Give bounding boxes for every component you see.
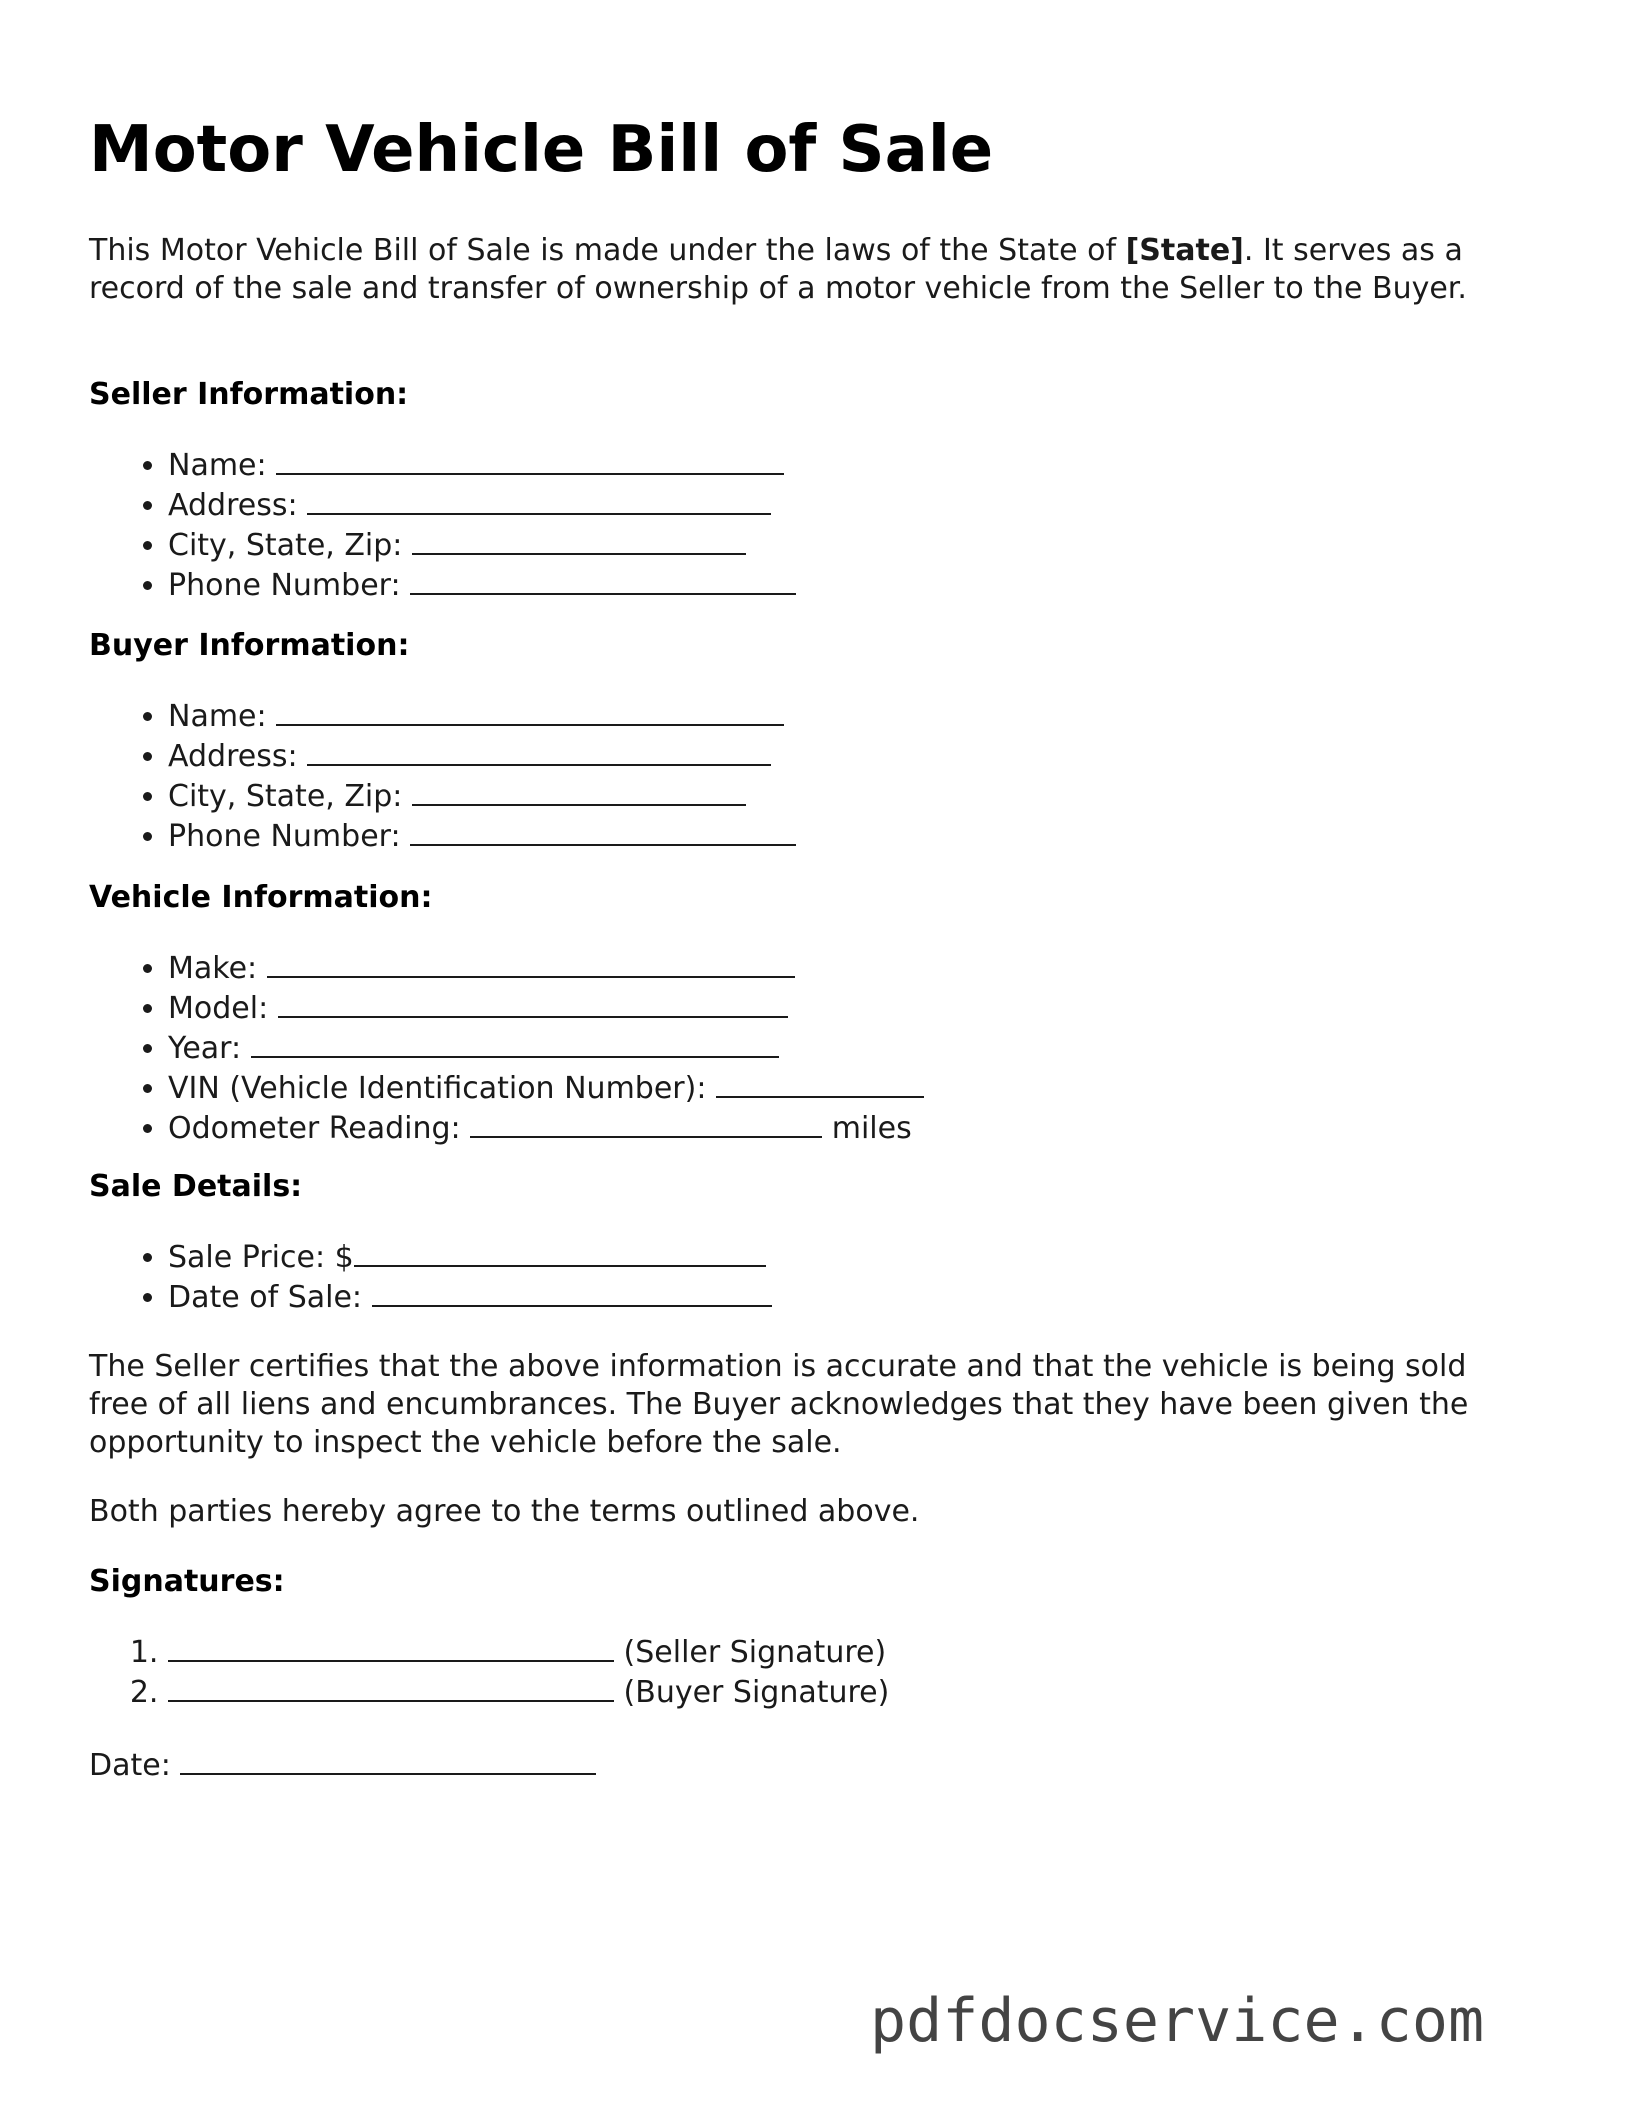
sale-heading: Sale Details: <box>89 1169 303 1204</box>
buyer-address-field[interactable] <box>307 736 771 766</box>
vehicle-year-field[interactable] <box>251 1028 779 1058</box>
sale-price-item <box>168 1237 772 1277</box>
sale-list <box>89 1237 772 1317</box>
vehicle-make-item <box>168 948 924 988</box>
buyer-list <box>89 696 796 856</box>
document-title: Motor Vehicle Bill of Sale <box>89 113 994 187</box>
vehicle-year-item <box>168 1028 924 1068</box>
certification-paragraph: The Seller certifies that the above information is accurate and that the vehicle is being sold free of all liens and encumbrances. The Buyer acknowledges that they have been given the opportunity to inspect the vehicle before the sale. <box>89 1349 1469 1460</box>
seller-phone-field[interactable] <box>410 565 796 595</box>
seller-section <box>89 376 796 605</box>
vehicle-model-item <box>168 988 924 1028</box>
buyer-name-label: Name: <box>168 699 277 734</box>
sale-date-label: Date of Sale: <box>168 1280 372 1315</box>
buyer-address-label: Address: <box>168 739 308 774</box>
buyer-address-item <box>168 736 796 776</box>
buyer-signature-suffix: (Buyer Signature) <box>614 1675 890 1710</box>
vehicle-vin-label: VIN (Vehicle Identification Number): <box>168 1071 716 1106</box>
buyer-phone-field[interactable] <box>410 816 796 846</box>
vehicle-heading: Vehicle Information: <box>89 880 433 915</box>
vehicle-model-field[interactable] <box>278 988 788 1018</box>
buyer-phone-label: Phone Number: <box>168 819 411 854</box>
seller-phone-label: Phone Number: <box>168 568 411 603</box>
vehicle-odometer-item <box>168 1108 924 1148</box>
seller-city-field[interactable] <box>412 525 746 555</box>
seller-name-item <box>168 445 796 485</box>
signature-date-line <box>89 1745 1529 1785</box>
vehicle-odometer-label: Odometer Reading: <box>168 1111 471 1146</box>
vehicle-make-label: Make: <box>168 951 267 986</box>
sale-date-item <box>168 1277 772 1317</box>
sale-date-field[interactable] <box>372 1277 772 1307</box>
odometer-unit: miles <box>822 1111 912 1146</box>
signature-date-label: Date: <box>89 1748 181 1783</box>
intro-paragraph <box>89 232 1529 308</box>
sale-section <box>89 1168 772 1317</box>
buyer-signature-field[interactable] <box>168 1672 614 1702</box>
intro-text-before: This Motor Vehicle Bill of Sale is made under the laws of the State of <box>89 233 1126 268</box>
seller-signature-suffix: (Seller Signature) <box>614 1635 887 1670</box>
buyer-city-field[interactable] <box>412 776 746 806</box>
state-placeholder: [State] <box>1125 233 1244 268</box>
signatures-section <box>89 1563 889 1712</box>
signatures-heading: Signatures: <box>89 1564 285 1599</box>
buyer-phone-item <box>168 816 796 856</box>
intro-text-after: . It serves as a record of the sale and transfer of ownership of a motor vehicle from the Seller to the Buyer. <box>89 233 1467 306</box>
vehicle-make-field[interactable] <box>267 948 795 978</box>
buyer-name-field[interactable] <box>276 696 784 726</box>
buyer-name-item <box>168 696 796 736</box>
seller-phone-item <box>168 565 796 605</box>
seller-name-field[interactable] <box>276 445 784 475</box>
seller-list <box>89 445 796 605</box>
seller-name-label: Name: <box>168 448 277 483</box>
sale-price-label: Sale Price: $ <box>168 1240 354 1275</box>
buyer-section <box>89 627 796 856</box>
signature-date-field[interactable] <box>180 1745 596 1775</box>
vehicle-year-label: Year: <box>168 1031 251 1066</box>
sale-price-field[interactable] <box>354 1237 766 1267</box>
seller-signature-field[interactable] <box>168 1632 614 1662</box>
vehicle-vin-field[interactable] <box>716 1068 924 1098</box>
seller-address-item <box>168 485 796 525</box>
vehicle-odometer-field[interactable] <box>470 1108 822 1138</box>
seller-address-field[interactable] <box>307 485 771 515</box>
watermark-text: pdfdocservice.com <box>870 1986 1485 2056</box>
buyer-heading: Buyer Information: <box>89 628 410 663</box>
buyer-city-item <box>168 776 796 816</box>
vehicle-section <box>89 879 924 1148</box>
buyer-city-label: City, State, Zip: <box>168 779 412 814</box>
agreement-paragraph: Both parties hereby agree to the terms outlined above. <box>89 1494 920 1529</box>
seller-city-item <box>168 525 796 565</box>
vehicle-vin-item <box>168 1068 924 1108</box>
vehicle-model-label: Model: <box>168 991 278 1026</box>
buyer-signature-item <box>168 1672 889 1712</box>
seller-city-label: City, State, Zip: <box>168 528 412 563</box>
seller-address-label: Address: <box>168 488 308 523</box>
seller-signature-item <box>168 1632 889 1672</box>
seller-heading: Seller Information: <box>89 377 409 412</box>
vehicle-list <box>89 948 924 1148</box>
signatures-list <box>89 1632 889 1712</box>
